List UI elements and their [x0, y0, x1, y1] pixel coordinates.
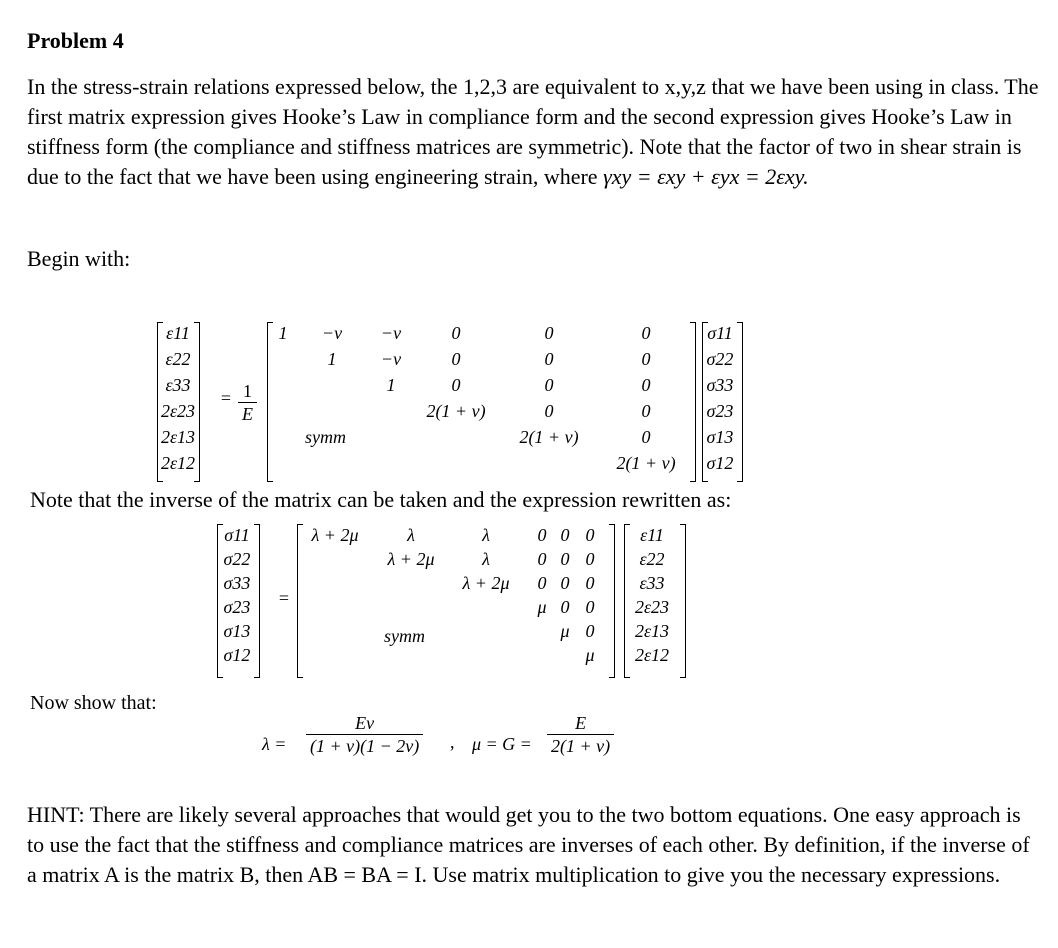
matrix-entry: 0: [537, 549, 547, 569]
equals-sign: =: [220, 388, 232, 408]
lambda-fraction: $\frac{E\nu}{(1 + \nu)(1 - 2\nu)}$: [306, 712, 423, 757]
matrix-entry: 0: [641, 427, 651, 447]
matrix-entry: λ: [407, 525, 415, 545]
matrix-entry: 0: [585, 549, 595, 569]
lambda-lhs: λ =: [262, 734, 287, 754]
matrix-entry: 0: [451, 349, 461, 369]
matrix-entry: 0: [544, 401, 554, 421]
problem-title: Problem 4: [27, 28, 124, 53]
symm-label: symm: [384, 626, 425, 646]
stress-entry: σ23: [706, 401, 734, 421]
stress-entry: σ12: [706, 453, 734, 473]
strain-entry: ε22: [165, 349, 191, 369]
matrix-entry: −ν: [380, 349, 402, 369]
matrix-entry: −ν: [380, 323, 402, 343]
matrix-entry: 0: [544, 375, 554, 395]
stress-entry: σ11: [224, 525, 250, 545]
hint-paragraph: HINT: There are likely several approaches that would get you to the two bottom equations. One easy approach is to use the fact that the stiffness and compliance matrices are inverses of each other. By definition, if the inverse of a matrix A is the matrix B, then AB = BA = I. Use matrix multiplication to give you the necessary expressions.: [27, 802, 1030, 887]
stress-entry: σ11: [707, 323, 733, 343]
strain-entry: 2ε12: [634, 645, 670, 665]
matrix-entry: 0: [537, 525, 547, 545]
matrix-entry: 0: [560, 549, 570, 569]
stress-entry: σ13: [706, 427, 734, 447]
matrix-entry: 0: [451, 323, 461, 343]
note-text: Note that the inverse of the matrix can be taken and the expression rewritten as:: [30, 487, 732, 512]
mu-fraction: $\frac{E}{2(1 + \nu)}$: [547, 712, 614, 757]
separator: ,: [450, 732, 455, 752]
strain-entry: ε11: [166, 323, 190, 343]
matrix-entry: μ: [537, 597, 547, 617]
matrix-entry: λ: [482, 549, 490, 569]
matrix-entry: μ: [560, 621, 570, 641]
stress-entry: σ22: [706, 349, 734, 369]
begin-label: Begin with:: [27, 246, 131, 271]
symm-label: symm: [305, 427, 346, 447]
matrix-entry: λ: [482, 525, 490, 545]
equals-sign: =: [278, 588, 290, 608]
strain-entry: ε22: [639, 549, 665, 569]
matrix-entry: 0: [585, 573, 595, 593]
matrix-entry: −ν: [321, 323, 343, 343]
matrix-entry: 0: [544, 349, 554, 369]
mu-lhs: μ = G =: [472, 734, 532, 754]
matrix-entry: 0: [544, 323, 554, 343]
strain-entry: ε33: [639, 573, 665, 593]
stress-entry: σ13: [223, 621, 251, 641]
matrix-entry: 0: [641, 375, 651, 395]
intro-math: γxy = εxy + εyx = 2εxy.: [603, 164, 809, 189]
matrix-entry: 2(1 + ν): [426, 401, 486, 421]
stress-entry: σ33: [706, 375, 734, 395]
matrix-entry: λ + 2μ: [462, 573, 510, 593]
matrix-entry: 0: [560, 525, 570, 545]
now-show-label: Now show that:: [30, 692, 157, 714]
matrix-entry: 0: [641, 401, 651, 421]
strain-entry: 2ε12: [160, 453, 196, 473]
strain-entry: 2ε23: [160, 401, 196, 421]
matrix-entry: 0: [585, 597, 595, 617]
matrix-entry: 1: [386, 375, 396, 395]
matrix-entry: 0: [537, 573, 547, 593]
matrix-entry: 2(1 + ν): [616, 453, 676, 473]
stress-entry: σ33: [223, 573, 251, 593]
stress-entry: σ12: [223, 645, 251, 665]
matrix-entry: 0: [585, 621, 595, 641]
matrix-entry: 0: [585, 525, 595, 545]
intro-text: In the stress-strain relations expressed below, the 1,2,3 are equivalent to x,y,z that we have been using in class. The first matrix expression gives Hooke’s Law in compliance form and the second expression gives Hooke’s Law in stiffness form (the compliance and stiffness matrices are symmetric). Note that the factor of two in shear strain is due to the fact that we have been using engineering strain, where: [27, 74, 1039, 189]
strain-entry: ε11: [640, 525, 664, 545]
matrix-entry: 1: [327, 349, 337, 369]
strain-entry: ε33: [165, 375, 191, 395]
matrix-entry: 1: [278, 323, 288, 343]
matrix-entry: 0: [560, 597, 570, 617]
stress-entry: σ23: [223, 597, 251, 617]
strain-entry: 2ε13: [634, 621, 670, 641]
matrix-entry: 0: [451, 375, 461, 395]
strain-entry: 2ε23: [634, 597, 670, 617]
matrix-entry: 0: [641, 349, 651, 369]
strain-entry: 2ε13: [160, 427, 196, 447]
matrix-entry: μ: [585, 645, 595, 665]
matrix-entry: λ + 2μ: [311, 525, 359, 545]
matrix-entry: 2(1 + ν): [519, 427, 579, 447]
matrix-entry: λ + 2μ: [387, 549, 435, 569]
matrix-entry: 0: [560, 573, 570, 593]
stress-entry: σ22: [223, 549, 251, 569]
one-over-e: $\frac{1}{E}$: [238, 380, 257, 425]
matrix-entry: 0: [641, 323, 651, 343]
